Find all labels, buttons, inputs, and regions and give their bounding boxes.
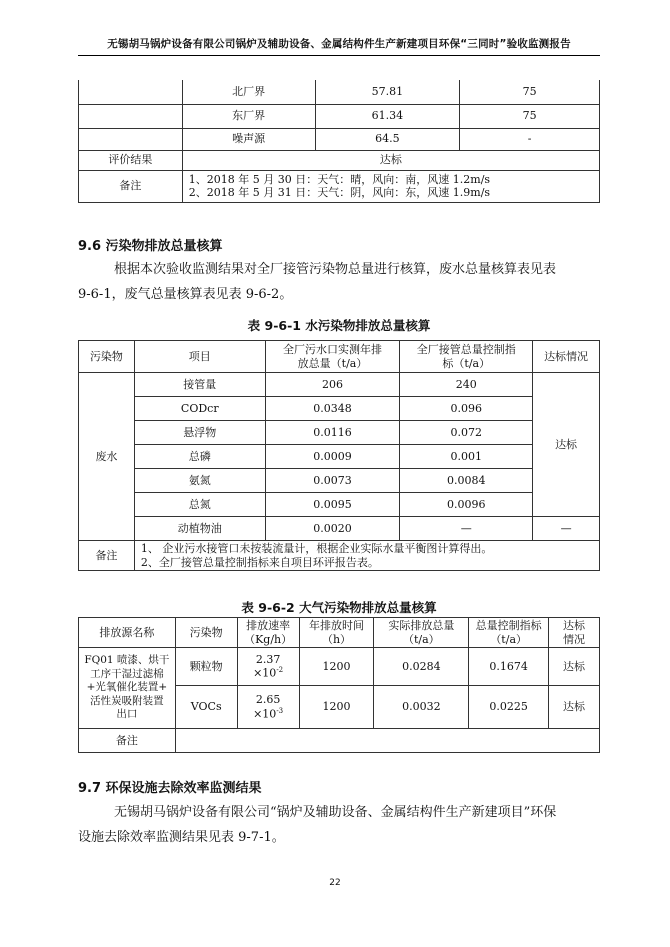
paragraph-line: 根据本次验收监测结果对全厂接管污染物总量进行核算，废水总量核算表见表 — [114, 262, 557, 277]
rate-mantissa: 2.65 — [255, 693, 281, 707]
item-cell: 氨氮 — [134, 469, 265, 493]
note-line: 1、 企业污水接管口未按装流量计，根据企业实际水量平衡图计算得出。 — [140, 542, 493, 556]
table-9-6-2-title: 表 9-6-2 大气污染物排放总量核算 — [241, 600, 437, 615]
measured-cell: 206 — [265, 373, 400, 397]
eval-label: 评价结果 — [79, 150, 183, 170]
col-header-line: 年排放时间 — [309, 619, 365, 633]
col-header-line: 情况 — [563, 632, 586, 646]
table-cell: 61.34 — [315, 104, 460, 128]
table-header-row — [79, 618, 600, 648]
note-line: 2、全厂接管总量控制指标来自项目环评报告表。 — [140, 555, 379, 569]
source-cell — [79, 648, 176, 729]
note-cell — [175, 729, 599, 753]
col-header: 污染物 — [79, 341, 135, 373]
section-9-6-paragraph — [78, 257, 600, 307]
col-header-line: （Kg/h） — [244, 632, 293, 646]
table-row — [79, 373, 600, 397]
table-cell: 64.5 — [315, 128, 460, 150]
rate-exp: -3 — [276, 706, 284, 715]
measured-cell: 0.0095 — [265, 493, 400, 517]
table-cell: - — [460, 128, 600, 150]
section-9-7-paragraph — [78, 800, 600, 850]
col-header — [265, 341, 400, 373]
hours-cell: 1200 — [299, 686, 374, 729]
item-cell: 总磷 — [134, 445, 265, 469]
header-rule — [78, 55, 600, 56]
control-cell: — — [400, 517, 533, 541]
status-cell: 达标 — [549, 648, 600, 686]
table-row — [79, 421, 600, 445]
col-header — [374, 618, 469, 648]
noise-table — [78, 80, 600, 203]
eval-value: 达标 — [182, 150, 599, 170]
actual-cell: 0.0284 — [374, 648, 469, 686]
table-9-6-1-title: 表 9-6-1 水污染物排放总量核算 — [247, 318, 431, 333]
paragraph-line: 无锡胡马锅炉设备有限公司“锅炉及辅助设备、金属结构件生产新建项目”环保 — [114, 805, 557, 820]
table-cell: 75 — [460, 80, 600, 104]
measured-cell: 0.0348 — [265, 397, 400, 421]
rate-cell — [237, 686, 299, 729]
control-cell: 0.1674 — [469, 648, 549, 686]
status-cell: 达标 — [549, 686, 600, 729]
table-cell: 75 — [460, 104, 600, 128]
col-header-line: 总量控制指标 — [475, 619, 542, 633]
table-cell — [79, 80, 183, 104]
item-cell: 悬浮物 — [134, 421, 265, 445]
table-header-row — [79, 341, 600, 373]
table-cell — [79, 128, 183, 150]
col-header-line: （t/a） — [490, 632, 527, 646]
table-cell: 东厂界 — [182, 104, 315, 128]
air-pollutant-table — [78, 617, 600, 753]
item-cell: 接管量 — [134, 373, 265, 397]
pollutant-cell: 废水 — [79, 373, 135, 541]
section-title-9-6: 9.6 污染物排放总量核算 — [78, 239, 223, 254]
status-cell: 达标 — [533, 373, 600, 517]
col-header — [400, 341, 533, 373]
note-cell — [182, 170, 599, 202]
table-row — [79, 517, 600, 541]
source-line: FQ01 喷漆、烘干 — [84, 653, 170, 666]
source-line: 出口 — [116, 708, 138, 721]
control-cell: 240 — [400, 373, 533, 397]
measured-cell: 0.0009 — [265, 445, 400, 469]
col-header: 达标情况 — [533, 341, 600, 373]
table-row — [79, 397, 600, 421]
col-header — [237, 618, 299, 648]
source-line: 活性炭吸附装置 — [90, 694, 164, 707]
table-cell: 57.81 — [315, 80, 460, 104]
col-header-line: 排放速率 — [246, 619, 291, 633]
table-row — [79, 541, 600, 571]
note-label: 备注 — [79, 729, 176, 753]
note-line: 1、2018 年 5 月 30 日：天气：晴，风向：南，风速 1.2m/s — [188, 172, 491, 186]
table-row — [79, 170, 600, 202]
note-cell — [134, 541, 599, 571]
hours-cell: 1200 — [299, 648, 374, 686]
rate-mantissa: 2.37 — [255, 652, 281, 666]
col-header — [469, 618, 549, 648]
table-row — [79, 469, 600, 493]
table-row — [79, 445, 600, 469]
table-cell: 北厂界 — [182, 80, 315, 104]
rate-exponent — [241, 707, 296, 721]
col-header — [549, 618, 600, 648]
note-line: 2、2018 年 5 月 31 日：天气：阴，风向：东，风速 1.9m/s — [188, 186, 491, 199]
measured-cell: 0.0020 — [265, 517, 400, 541]
measured-cell: 0.0073 — [265, 469, 400, 493]
table-row — [79, 648, 600, 686]
col-header: 污染物 — [175, 618, 237, 648]
item-cell: 总氮 — [134, 493, 265, 517]
control-cell: 0.072 — [400, 421, 533, 445]
note-label: 备注 — [79, 541, 135, 571]
table-row — [79, 729, 600, 753]
table-row — [79, 150, 600, 170]
page-header: 无锡胡马锅炉设备有限公司锅炉及辅助设备、金属结构件生产新建项目环保“三同时”验收监测报告 — [107, 38, 571, 50]
control-cell: 0.0096 — [400, 493, 533, 517]
rate-exp: -2 — [276, 666, 284, 675]
pollutant-cell: VOCs — [175, 686, 237, 729]
col-header-line: 全厂污水口实测年排 — [283, 343, 382, 357]
table-row — [79, 493, 600, 517]
water-pollutant-table — [78, 340, 600, 571]
table-row — [79, 80, 600, 104]
col-header-line: （t/a） — [402, 632, 440, 646]
actual-cell: 0.0032 — [374, 686, 469, 729]
pollutant-cell: 颗粒物 — [175, 648, 237, 686]
control-cell: 0.001 — [400, 445, 533, 469]
paragraph-line: 设施去除效率监测结果见表 9-7-1。 — [78, 830, 285, 845]
col-header-line: 标（t/a） — [442, 356, 491, 370]
note-label: 备注 — [79, 170, 183, 202]
col-header-line: （h） — [321, 632, 352, 646]
control-cell: 0.0225 — [469, 686, 549, 729]
status-cell: — — [533, 517, 600, 541]
col-header: 项目 — [134, 341, 265, 373]
table-row — [79, 104, 600, 128]
rate-cell — [237, 648, 299, 686]
section-title-9-7: 9.7 环保设施去除效率监测结果 — [78, 781, 262, 796]
page-number: 22 — [329, 878, 341, 888]
source-line: 工序干湿过滤棉 — [90, 667, 164, 680]
table-cell — [79, 104, 183, 128]
col-header-line: 全厂接管总量控制指 — [416, 343, 516, 357]
col-header-line: 达标 — [563, 619, 586, 633]
col-header-line: 放总量（t/a） — [297, 356, 368, 370]
table-cell: 噪声源 — [182, 128, 315, 150]
rate-exp-prefix: ×10 — [253, 707, 277, 721]
table-row — [79, 128, 600, 150]
control-cell: 0.096 — [400, 397, 533, 421]
col-header: 排放源名称 — [79, 618, 176, 648]
rate-exponent — [241, 666, 296, 680]
col-header — [299, 618, 374, 648]
source-line: +光氧催化装置+ — [86, 681, 168, 694]
measured-cell: 0.0116 — [265, 421, 400, 445]
col-header-line: 实际排放总量 — [388, 619, 455, 633]
item-cell: 动植物油 — [134, 517, 265, 541]
paragraph-line: 9-6-1，废气总量核算表见表 9-6-2。 — [78, 287, 293, 302]
control-cell: 0.0084 — [400, 469, 533, 493]
rate-exp-prefix: ×10 — [253, 666, 277, 680]
item-cell: CODcr — [134, 397, 265, 421]
